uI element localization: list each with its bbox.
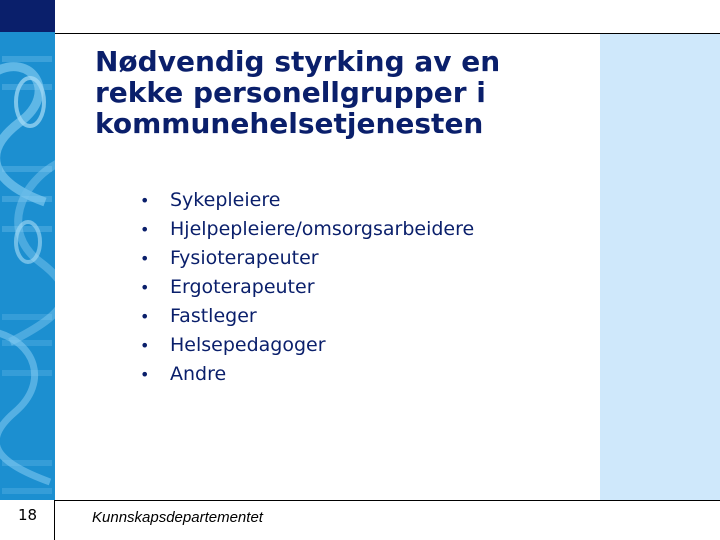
bullet-text: Fastleger xyxy=(170,305,257,327)
bullet-text: Ergoterapeuter xyxy=(170,276,315,298)
footer-organization: Kunnskapsdepartementet xyxy=(92,509,263,526)
bullet-item xyxy=(140,186,474,215)
bullet-dot-icon: • xyxy=(140,220,150,239)
bullet-text: Helsepedagoger xyxy=(170,334,326,356)
decorative-left-band xyxy=(0,0,55,500)
bullet-text: Andre xyxy=(170,363,227,385)
corner-block xyxy=(0,0,55,32)
bullet-item xyxy=(140,360,474,389)
bullet-text: Fysioterapeuter xyxy=(170,247,319,269)
bullet-item xyxy=(140,244,474,273)
bullet-item xyxy=(140,302,474,331)
bullet-dot-icon: • xyxy=(140,278,150,297)
bullet-dot-icon: • xyxy=(140,336,150,355)
right-side-panel xyxy=(600,34,720,500)
slide-title: Nødvendig styrking av en rekke personellgrupper i kommunehelsetjenesten xyxy=(95,45,501,140)
bullet-text: Sykepleiere xyxy=(170,189,281,211)
bullet-list xyxy=(140,186,474,389)
bullet-item xyxy=(140,331,474,360)
bullet-dot-icon: • xyxy=(140,365,150,384)
bullet-item xyxy=(140,215,474,244)
bullet-item xyxy=(140,273,474,302)
decorative-swirl-pattern xyxy=(0,32,55,500)
bullet-dot-icon: • xyxy=(140,191,150,210)
slide-number: 18 xyxy=(17,506,38,524)
bullet-dot-icon: • xyxy=(140,307,150,326)
bullet-dot-icon: • xyxy=(140,249,150,268)
bottom-divider xyxy=(55,500,720,501)
bullet-text: Hjelpepleiere/omsorgsarbeidere xyxy=(170,218,475,240)
